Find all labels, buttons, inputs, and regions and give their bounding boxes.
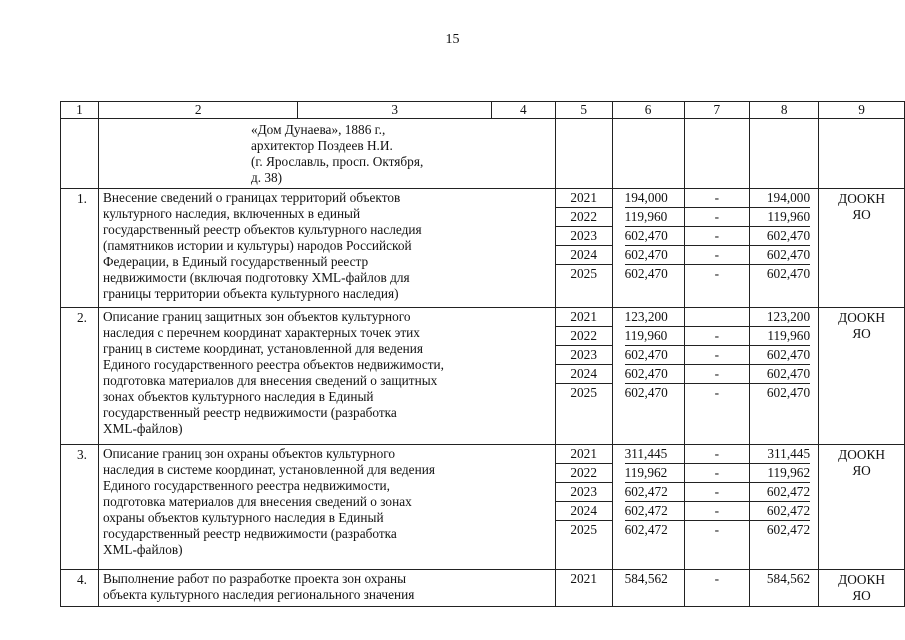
amount-value: 119,962 <box>625 464 684 483</box>
year-value: 2024 <box>556 246 612 265</box>
year-value: 2021 <box>570 571 597 586</box>
amount-value-column <box>612 445 684 570</box>
description-line: культурного наследия, включенных в единый <box>102 206 361 221</box>
dash-value: - <box>685 227 750 246</box>
total-value: 602,470 <box>766 266 811 281</box>
column-number-cell: 4 <box>491 102 555 119</box>
total-value-column <box>750 570 819 607</box>
column-number-cell: 3 <box>298 102 491 119</box>
table-row <box>61 308 905 445</box>
amount-value: 119,960 <box>625 327 684 346</box>
amount-value: 602,470 <box>625 346 684 365</box>
description-line: государственный реестр недвижимости (разработка <box>102 405 397 420</box>
total-value: 602,470 <box>750 365 810 384</box>
amount-value: 602,472 <box>625 502 684 521</box>
empty-cell <box>61 119 99 189</box>
dash-value-column <box>684 308 750 445</box>
empty-cell <box>555 119 612 189</box>
column-number-cell: 9 <box>819 102 905 119</box>
year-value: 2021 <box>556 189 612 208</box>
amount-value: 602,472 <box>625 483 684 502</box>
continued-row <box>61 119 905 189</box>
dash-value-column <box>684 189 750 308</box>
total-value: 584,562 <box>766 571 811 586</box>
amount-value: 602,472 <box>624 522 668 537</box>
row-number: 2. <box>61 308 99 445</box>
total-value: 119,960 <box>750 327 810 346</box>
description-line: наследия с перечнем координат характерных точек этих <box>102 325 420 340</box>
table-row <box>61 189 905 308</box>
total-value: 602,470 <box>766 385 811 400</box>
row-number: 3. <box>61 445 99 570</box>
dash-value: - <box>714 571 720 586</box>
total-value-column <box>750 189 819 308</box>
empty-cell <box>819 119 905 189</box>
dash-value: - <box>685 483 750 502</box>
year-value: 2025 <box>570 385 597 400</box>
description-line: Описание границ зон охраны объектов культурного <box>102 446 396 461</box>
dash-value-column <box>684 570 750 607</box>
description-line: государственный реестр объектов культурного наследия <box>102 222 422 237</box>
empty-cell <box>684 119 750 189</box>
description-line: (г. Ярославль, просп. Октября, <box>250 154 424 169</box>
executor-line: ЯО <box>852 207 871 222</box>
activity-description <box>98 570 555 607</box>
column-number-cell: 1 <box>61 102 99 119</box>
executor <box>819 189 905 308</box>
table-row <box>61 570 905 607</box>
dash-value: - <box>685 327 750 346</box>
dash-value: - <box>685 189 750 208</box>
executor <box>819 308 905 445</box>
year-value: 2021 <box>556 445 612 464</box>
executor-line: ЯО <box>852 588 871 603</box>
description-line: XML-файлов) <box>102 421 183 436</box>
column-number-row <box>61 102 905 119</box>
dash-value: - <box>685 365 750 384</box>
row-number: 1. <box>61 189 99 308</box>
executor-line: ДООКН <box>838 191 885 206</box>
activity-description <box>98 189 555 308</box>
amount-value: 602,470 <box>624 385 668 400</box>
executor-line: ДООКН <box>838 572 885 587</box>
amount-value: 311,445 <box>625 445 684 464</box>
total-value: 119,960 <box>750 208 810 227</box>
year-value: 2024 <box>556 365 612 384</box>
description-line: XML-файлов) <box>102 542 183 557</box>
year-value-column <box>555 189 612 308</box>
amount-value: 602,470 <box>625 365 684 384</box>
amount-value-column <box>612 308 684 445</box>
page-number: 15 <box>445 32 460 47</box>
total-value: 123,200 <box>750 308 810 327</box>
description-line: (памятников истории и культуры) народов Российской <box>102 238 412 253</box>
description-line: Описание границ защитных зон объектов культурного <box>102 309 411 324</box>
total-value: 602,470 <box>750 227 810 246</box>
executor <box>819 570 905 607</box>
description-line: охраны объектов культурного наследия в Единый <box>102 510 384 525</box>
year-value: 2023 <box>556 346 612 365</box>
program-table <box>60 101 905 607</box>
executor-line: ДООКН <box>838 447 885 462</box>
dash-value: - <box>714 266 720 281</box>
amount-value: 119,960 <box>625 208 684 227</box>
total-value-column <box>750 308 819 445</box>
dash-value: - <box>714 522 720 537</box>
amount-value: 602,470 <box>625 246 684 265</box>
dash-value: - <box>685 464 750 483</box>
description-line: зонах объектов культурного наследия в Единый <box>102 389 374 404</box>
amount-value: 602,470 <box>624 266 668 281</box>
total-value: 602,470 <box>750 346 810 365</box>
year-value: 2025 <box>570 266 597 281</box>
total-value: 602,472 <box>750 502 810 521</box>
amount-value: 584,562 <box>624 571 668 586</box>
description-line: границы территории объекта культурного наследия) <box>102 286 399 301</box>
dash-value: - <box>685 502 750 521</box>
year-value-column <box>555 570 612 607</box>
year-value: 2022 <box>556 208 612 227</box>
dash-value: - <box>685 445 750 464</box>
description-line: границ в системе координат, установленной для ведения <box>102 341 424 356</box>
description-line: Единого государственного реестра объектов недвижимости, <box>102 357 444 372</box>
year-value: 2022 <box>556 327 612 346</box>
dash-value: - <box>685 208 750 227</box>
table-row <box>61 445 905 570</box>
description-line: «Дом Дунаева», 1886 г., <box>250 122 386 137</box>
year-value: 2022 <box>556 464 612 483</box>
dash-value: - <box>714 385 720 400</box>
executor <box>819 445 905 570</box>
continued-description <box>98 119 555 189</box>
year-value: 2023 <box>556 483 612 502</box>
column-number-cell: 6 <box>612 102 684 119</box>
description-line: Внесение сведений о границах территорий объектов <box>102 190 401 205</box>
amount-value: 194,000 <box>625 189 684 208</box>
description-line: недвижимости (включая подготовку XML-файлов для <box>102 270 410 285</box>
total-value: 194,000 <box>750 189 810 208</box>
column-number-cell: 8 <box>750 102 819 119</box>
dash-value: - <box>685 346 750 365</box>
total-value: 602,470 <box>750 246 810 265</box>
amount-value-column <box>612 189 684 308</box>
dash-value-column <box>684 445 750 570</box>
description-line: подготовка материалов для внесения сведений о зонах <box>102 494 412 509</box>
description-line: Федерации, в Единый государственный реестр <box>102 254 369 269</box>
empty-cell <box>612 119 684 189</box>
total-value: 311,445 <box>750 445 810 464</box>
year-value: 2025 <box>570 522 597 537</box>
description-line: наследия в системе координат, установленной для ведения <box>102 462 435 477</box>
column-number-cell: 2 <box>98 102 297 119</box>
description-line: государственный реестр недвижимости (разработка <box>102 526 397 541</box>
activity-description <box>98 308 555 445</box>
description-line: подготовка материалов для внесения сведений о защитных <box>102 373 438 388</box>
executor-line: ЯО <box>852 463 871 478</box>
column-number-cell: 5 <box>555 102 612 119</box>
year-value: 2021 <box>556 308 612 327</box>
amount-value: 123,200 <box>625 308 684 327</box>
dash-value: - <box>685 246 750 265</box>
row-number: 4. <box>61 570 99 607</box>
year-value-column <box>555 445 612 570</box>
activity-description <box>98 445 555 570</box>
total-value: 602,472 <box>766 522 811 537</box>
description-line: Единого государственного реестра недвижимости, <box>102 478 390 493</box>
year-value: 2024 <box>556 502 612 521</box>
year-value: 2023 <box>556 227 612 246</box>
year-value-column <box>555 308 612 445</box>
empty-cell <box>750 119 819 189</box>
executor-line: ЯО <box>852 326 871 341</box>
amount-value-column <box>612 570 684 607</box>
executor-line: ДООКН <box>838 310 885 325</box>
description-line: объекта культурного наследия регионального значения <box>102 587 415 602</box>
column-number-cell: 7 <box>684 102 750 119</box>
total-value: 119,962 <box>750 464 810 483</box>
dash-value <box>685 308 750 327</box>
total-value: 602,472 <box>750 483 810 502</box>
total-value-column <box>750 445 819 570</box>
description-line: д. 38) <box>250 170 283 185</box>
amount-value: 602,470 <box>625 227 684 246</box>
description-line: Выполнение работ по разработке проекта зон охраны <box>102 571 407 586</box>
description-line: архитектор Поздеев Н.И. <box>250 138 393 153</box>
